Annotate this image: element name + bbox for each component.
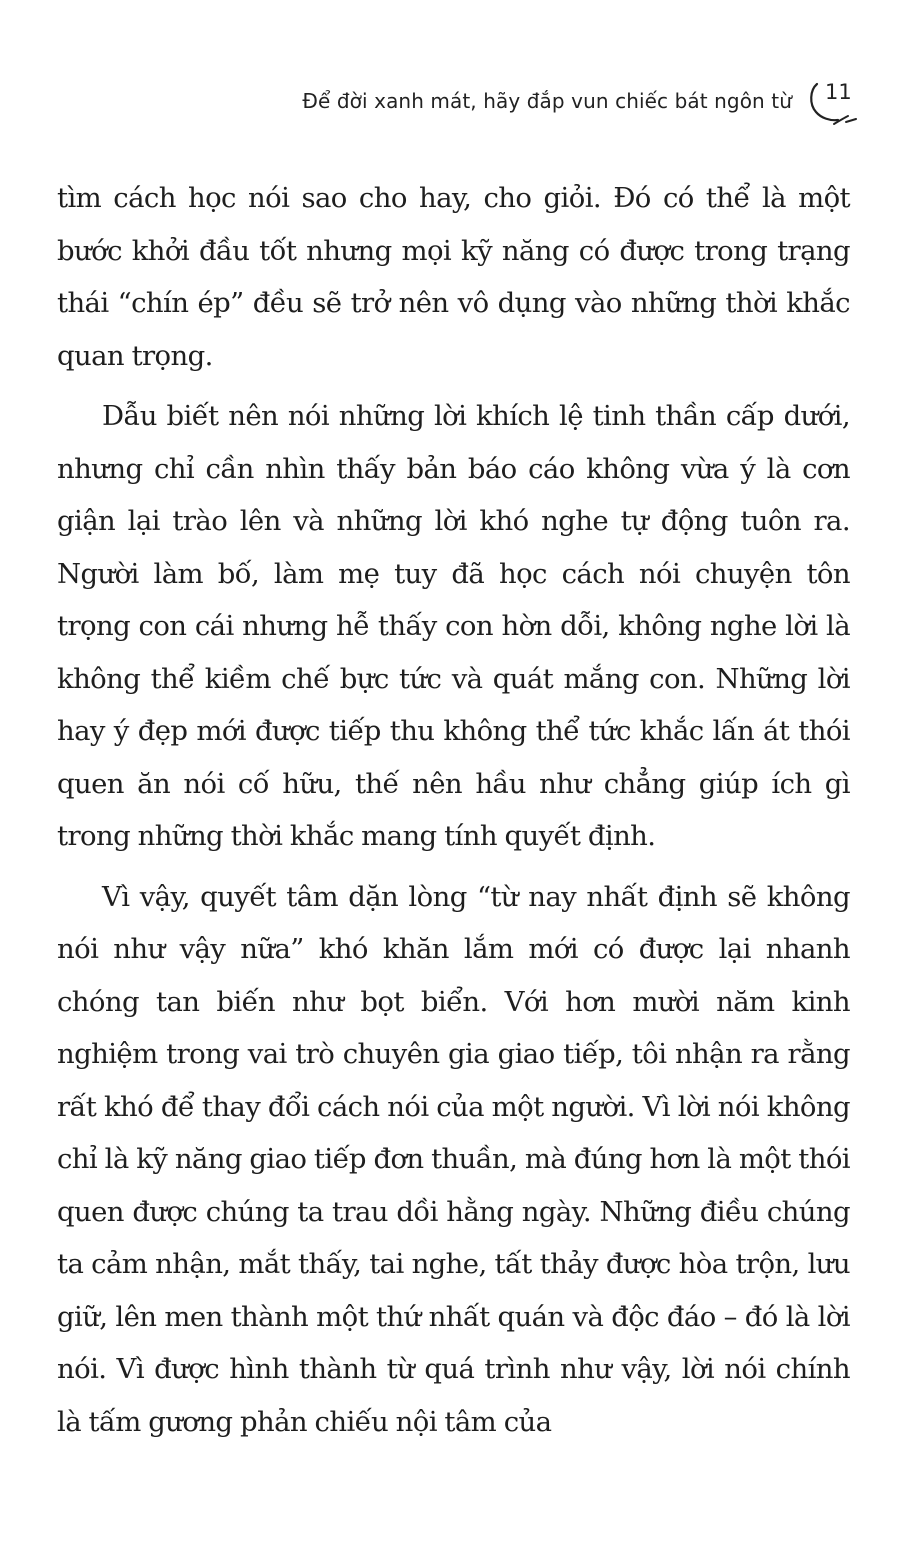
running-header	[302, 78, 860, 134]
paragraph-2: Dẫu biết nên nói những lời khích lệ tinh thần cấp dưới, nhưng chỉ cần nhìn thấy bản báo cáo không vừa ý là cơn giận lại trào lên và những lời khó nghe tự động tuôn ra. Người làm bố, làm mẹ tuy đã học cách nói chuyện tôn trọng con cái nhưng hễ thấy con hờn dỗi, không nghe lời là không thể kiềm chế bực tức và quát mắng con. Những lời hay ý đẹp mới được tiếp thu không thể tức khắc lấn át thói quen ăn nói cố hữu, thế nên hầu như chẳng giúp ích gì trong những thời khắc mang tính quyết định.	[57, 400, 850, 852]
page-number: 11	[825, 80, 852, 104]
paragraph-3: Vì vậy, quyết tâm dặn lòng “từ nay nhất định sẽ không nói như vậy nữa” khó khăn lắm mới có được lại nhanh chóng tan biến như bọt biển. Với hơn mười năm kinh nghiệm trong vai trò chuyên gia giao tiếp, tôi nhận ra rằng rất khó để thay đổi cách nói của một người. Vì lời nói không chỉ là kỹ năng giao tiếp đơn thuần, mà đúng hơn là một thói quen được chúng ta trau dồi hằng ngày. Những điều chúng ta cảm nhận, mắt thấy, tai nghe, tất thảy được hòa trộn, lưu giữ, lên men thành một thứ nhất quán và độc đáo – đó là lời nói. Vì được hình thành từ quá trình như vậy, lời nói chính là tấm gương phản chiếu nội tâm của	[57, 880, 850, 1438]
paragraph-1: tìm cách học nói sao cho hay, cho giỏi. Đó có thể là một bước khởi đầu tốt nhưng mọi kỹ năng có được trong trạng thái “chín ép” đều sẽ trở nên vô dụng vào những thời khắc quan trọng.	[57, 182, 850, 372]
body-text	[57, 172, 850, 1448]
running-title: Để đời xanh mát, hãy đắp vun chiếc bát ngôn từ	[302, 89, 792, 113]
page-number-badge	[804, 78, 860, 134]
